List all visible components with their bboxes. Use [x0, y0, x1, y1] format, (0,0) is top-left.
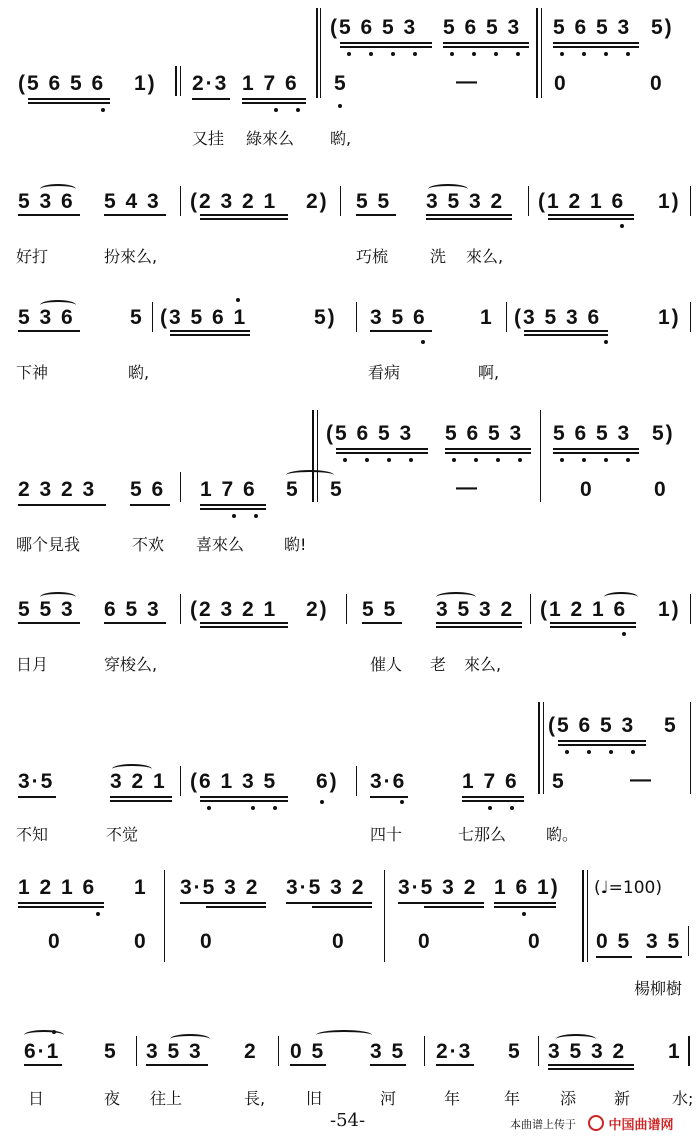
lyric: 哪个見我	[16, 535, 81, 554]
note-group: 1	[480, 306, 494, 329]
lyric: 啊,	[478, 363, 500, 382]
note-group: 5 4 3	[104, 190, 161, 213]
note-group: 3 5	[646, 930, 682, 953]
note-group: 0	[528, 930, 542, 953]
note-group: (3 5 3 6	[514, 306, 602, 329]
note-group: 3·5	[18, 770, 55, 793]
lyric: 催人	[370, 655, 403, 674]
note-group: 0	[200, 930, 214, 953]
note-group: (2 3 2 1	[190, 190, 278, 213]
note-group: 6 5 3	[104, 598, 161, 621]
lyric: 年	[504, 1089, 521, 1108]
note-group: 5	[104, 1040, 118, 1063]
note-group: 5 6 5 3	[443, 16, 522, 39]
lyric: 喲!	[284, 535, 307, 554]
note-group: 0 5	[596, 930, 632, 953]
note-group: 2 3 2 3	[18, 478, 97, 501]
lyric: 巧梳	[356, 247, 389, 266]
system-bracket	[312, 410, 314, 502]
note-group: 5 3 6	[18, 306, 75, 329]
note-group: 0	[654, 478, 668, 501]
note-group: 2·3	[192, 72, 229, 95]
lyric: 夜	[104, 1089, 121, 1108]
lyric: 添	[560, 1089, 577, 1108]
note-group: 5	[552, 770, 566, 793]
note-group: 1 7 6	[462, 770, 519, 793]
note-group: 5 6	[130, 478, 166, 501]
upload-note: 本曲谱上传于	[510, 1118, 576, 1131]
lyric: 老	[430, 655, 447, 674]
lyric: 日	[28, 1089, 45, 1108]
lyric: 穿梭么,	[104, 655, 158, 674]
lyric: 四十	[370, 825, 403, 844]
note-group: 0	[332, 930, 346, 953]
note-group: 1)	[134, 72, 157, 95]
lyric: 喲,	[330, 129, 352, 148]
note-group: 3 5 3	[146, 1040, 203, 1063]
note-group: 1 7 6	[242, 72, 299, 95]
lyric: 不欢	[132, 535, 165, 554]
lyric: 下神	[16, 363, 49, 382]
note-group: 3·5 3 2	[286, 876, 366, 899]
lyric: 不知	[16, 825, 49, 844]
lyric: 來么,	[466, 247, 504, 266]
note-group: 5 6 5 3	[445, 422, 524, 445]
note-group: 1 7 6	[200, 478, 257, 501]
note-group: (3 5 6 1	[160, 306, 248, 329]
note-group: 3·6	[370, 770, 407, 793]
note-group: 0	[48, 930, 62, 953]
note-group: 0	[418, 930, 432, 953]
lyric: 水;	[672, 1089, 694, 1108]
note-group: 5	[130, 306, 144, 329]
note-group: 3·5 3 2	[398, 876, 478, 899]
lyric: 日月	[16, 655, 49, 674]
note-group: 3 5 3 2	[436, 598, 515, 621]
site-name: 中国曲谱网	[608, 1118, 674, 1133]
note-group: 5 5	[362, 598, 398, 621]
note-group: 5	[664, 714, 678, 737]
note-group: (5 6 5 3	[330, 16, 418, 39]
lyric: 旧	[306, 1089, 323, 1108]
note-group: 3·5 3 2	[180, 876, 260, 899]
system-bracket-inner	[320, 8, 321, 98]
note-group: 5 3 6	[18, 190, 75, 213]
note-group: 2)	[306, 190, 329, 213]
note-group: 2)	[306, 598, 329, 621]
note-group: (5 6 5 3	[326, 422, 414, 445]
note-group: 5	[330, 478, 344, 501]
note-group: 2	[244, 1040, 258, 1063]
lyric: 不觉	[106, 825, 139, 844]
lyric: 往上	[150, 1089, 183, 1108]
note-group: 1)	[658, 306, 681, 329]
note-group: 5 6 5 3	[553, 422, 632, 445]
note-group: 6)	[316, 770, 339, 793]
dash: —	[456, 476, 479, 499]
lyric: 長,	[244, 1089, 266, 1108]
note-group: 5 6 5 3	[553, 16, 632, 39]
note-group: 6·1	[24, 1040, 61, 1063]
note-group: (2 3 2 1	[190, 598, 278, 621]
note-group: 5)	[314, 306, 337, 329]
note-group: 5	[334, 72, 348, 95]
note-group: 3 5	[370, 1040, 406, 1063]
note-group: 0	[650, 72, 664, 95]
lyric: 年	[444, 1089, 461, 1108]
note-group: 5	[286, 478, 300, 501]
tempo-marking: (♩=100)	[594, 878, 662, 898]
system-bracket	[316, 8, 318, 98]
note-group: (5 6 5 6	[18, 72, 106, 95]
note-group: 0	[554, 72, 568, 95]
lyric: 綠來么	[246, 129, 295, 148]
note-group: 1 2 1 6	[18, 876, 97, 899]
note-group: (1 2 1 6	[538, 190, 626, 213]
lyric: 楊柳樹	[634, 979, 683, 998]
note-group: 1)	[658, 190, 681, 213]
note-group: (6 1 3 5	[190, 770, 278, 793]
note-group: 3 5 3 2	[548, 1040, 627, 1063]
lyric: 七那么	[458, 825, 507, 844]
note-group: 3 5 3 2	[426, 190, 505, 213]
note-group: 5)	[651, 16, 674, 39]
note-group: 0	[134, 930, 148, 953]
note-group: (5 6 5 3	[548, 714, 636, 737]
dash: —	[456, 70, 479, 93]
note-group: 5 5	[356, 190, 392, 213]
lyric: 河	[380, 1089, 397, 1108]
note-group: 1 6 1)	[494, 876, 560, 899]
lyric: 新	[614, 1089, 631, 1108]
dash: —	[630, 768, 653, 791]
lyric: 又挂	[192, 129, 225, 148]
system-bracket	[538, 702, 540, 794]
note-group: 2·3	[436, 1040, 473, 1063]
note-group: 5	[508, 1040, 522, 1063]
page-number: -54-	[330, 1110, 366, 1131]
site-logo-icon[interactable]	[588, 1114, 674, 1133]
note-group: 0	[580, 478, 594, 501]
lyric: 來么,	[464, 655, 502, 674]
lyric: 喲。	[546, 825, 579, 844]
lyric: 好打	[16, 247, 49, 266]
lyric: 看病	[368, 363, 401, 382]
lyric: 喜來么	[196, 535, 245, 554]
note-group: (1 2 1 6	[540, 598, 628, 621]
note-group: 3 2 1	[110, 770, 167, 793]
note-group: 5)	[652, 422, 675, 445]
note-group: 1)	[658, 598, 681, 621]
note-group: 1	[134, 876, 148, 899]
lyric: 洗	[430, 247, 447, 266]
note-group: 1	[668, 1040, 682, 1063]
lyric: 扮來么,	[104, 247, 158, 266]
note-group: 5 5 3	[18, 598, 75, 621]
note-group: 0 5	[290, 1040, 326, 1063]
note-group: 3 5 6	[370, 306, 427, 329]
lyric: 喲,	[128, 363, 150, 382]
